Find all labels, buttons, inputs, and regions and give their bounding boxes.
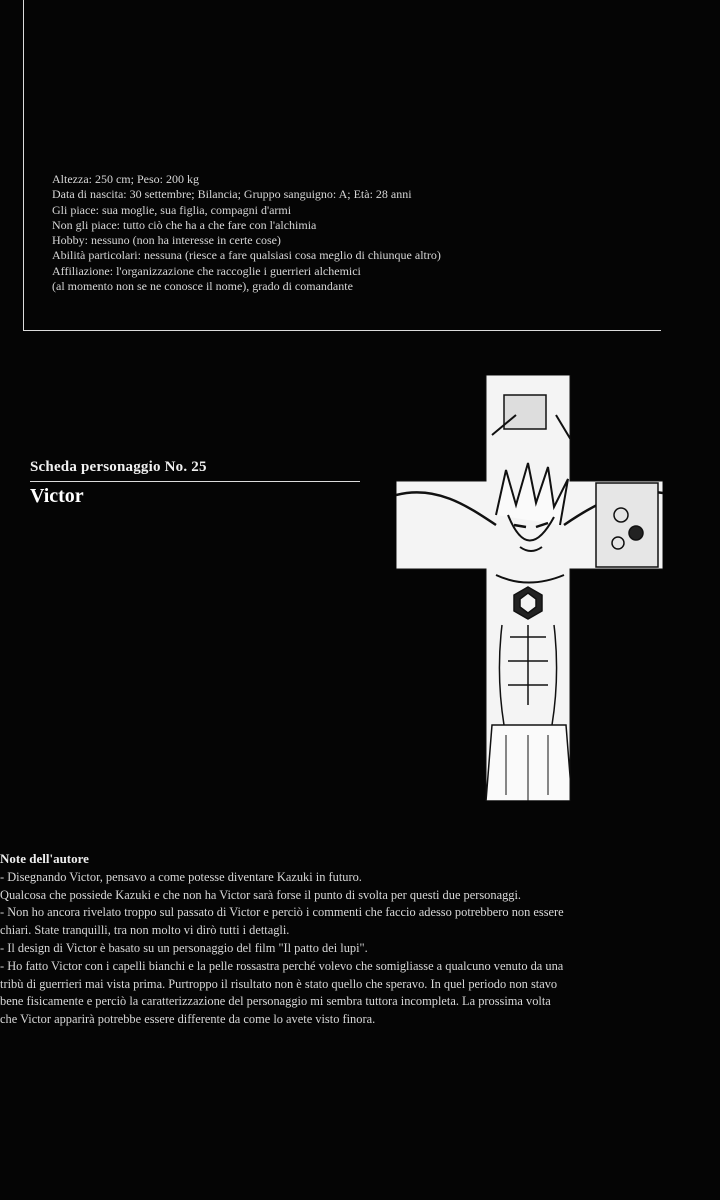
- character-name: Victor: [30, 485, 84, 507]
- stat-birth: Data di nascita: 30 settembre; Bilancia; Gruppo sanguigno: A; Età: 28 anni: [52, 187, 412, 202]
- note-line: - Ho fatto Victor con i capelli bianchi e la pelle rossastra perché volevo che somigliasse a qualcuno venuto da una: [0, 958, 564, 973]
- note-line: che Victor apparirà potrebbe essere differente da come lo avete visto finora.: [0, 1012, 376, 1027]
- note-line: Qualcosa che possiede Kazuki e che non ha Victor sarà forse il punto di svolta per questi due personaggi.: [0, 887, 521, 902]
- note-line: - Disegnando Victor, pensavo a come potesse diventare Kazuki in futuro.: [0, 869, 362, 884]
- stat-likes: Gli piace: sua moglie, sua figlia, compagni d'armi: [52, 202, 292, 217]
- stat-affiliation: Affiliazione: l'organizzazione che raccoglie i guerrieri alchemici: [52, 263, 361, 278]
- author-notes: [0, 850, 700, 1029]
- stat-affiliation-cont: (al momento non se ne conosce il nome), grado di comandante: [52, 279, 353, 294]
- stat-dislikes: Non gli piace: tutto ciò che ha a che fare con l'alchimia: [52, 217, 317, 232]
- character-stats: [52, 172, 652, 294]
- note-line: bene fisicamente e perciò la caratterizzazione del personaggio mi sembra tuttora incompleta. La prossima volta: [0, 994, 551, 1009]
- note-line: - Il design di Victor è basato su un personaggio del film "Il patto dei lupi".: [0, 940, 368, 955]
- section-divider: [30, 481, 360, 482]
- section-label: Scheda personaggio No. 25: [30, 459, 207, 475]
- note-line: - Non ho ancora rivelato troppo sul passato di Victor e perciò i commenti che faccio adesso potrebbero non essere: [0, 905, 564, 920]
- stat-abilities: Abilità particolari: nessuna (riesce a fare qualsiasi cosa meglio di chiunque altro): [52, 248, 441, 263]
- author-notes-title: Note dell'autore: [0, 851, 89, 866]
- character-illustration: [396, 375, 663, 801]
- note-line: chiari. State tranquilli, tra non molto vi dirò tutti i dettagli.: [0, 923, 290, 938]
- note-line: tribù di guerrieri mai vista prima. Purtroppo il risultato non è stato quello che speravo. In quel periodo non stavo: [0, 976, 558, 991]
- stat-hobby: Hobby: nessuno (non ha interesse in certe cose): [52, 233, 281, 248]
- stat-height-weight: Altezza: 250 cm; Peso: 200 kg: [52, 172, 199, 186]
